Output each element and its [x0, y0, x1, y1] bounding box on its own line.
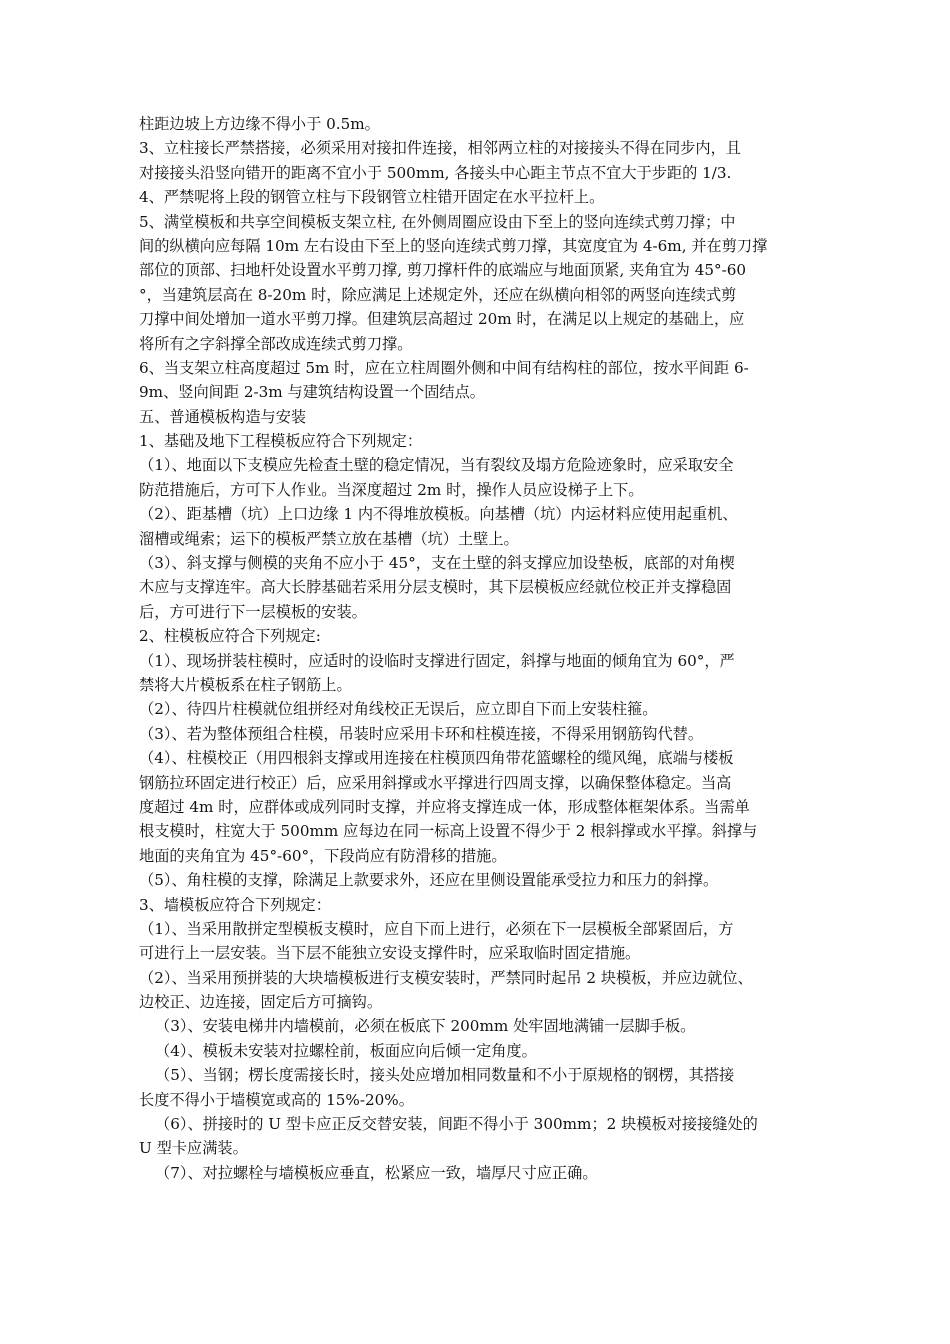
text-line: （6）、拼接时的 U 型卡应正反交替安装，间距不得小于 300mm；2 块模板对接接缝处的: [155, 1115, 758, 1134]
text-line: °，当建筑层高在 8-20m 时，除应满足上述规定外，还应在纵横向相邻的两竖向连续式剪: [139, 285, 737, 304]
text-line: 根支模时，柱宽大于 500mm 应每边在同一标高上设置不得少于 2 根斜撑或水平撑。斜撑与: [139, 822, 758, 841]
text-line: （1）、当采用散拼定型模板支模时，应自下而上进行，必须在下一层模板全部紧固后，方: [139, 919, 734, 938]
section-heading: 五、普通模板构造与安装: [139, 407, 307, 426]
subsection-heading: 1、基础及地下工程模板应符合下列规定：: [139, 432, 423, 451]
text-line: 9m、竖向间距 2-3m 与建筑结构设置一个固结点。: [139, 383, 485, 402]
text-line: 禁将大片模板系在柱子钢筋上。: [139, 675, 352, 694]
text-line: 木应与支撑连牢。高大长脖基础若采用分层支模时，其下层模板应经就位校正并支撑稳固: [139, 578, 732, 597]
text-line: 3、立柱接长严禁搭接，必须采用对接扣件连接，相邻两立柱的对接接头不得在同步内，且: [139, 139, 741, 158]
subsection-heading: 3、墙模板应符合下列规定：: [139, 895, 331, 914]
text-line: 可进行上一层安装。当下层不能独立安设支撑件时，应采取临时固定措施。: [139, 944, 641, 963]
text-line: 部位的顶部、扫地杆处设置水平剪刀撑, 剪刀撑杆件的底端应与地面顶紧, 夹角宜为 45°-60: [139, 261, 747, 280]
text-line: 边校正、边连接，固定后方可摘钩。: [139, 993, 382, 1012]
text-line: （3）、若为整体预组合柱模，吊装时应采用卡环和柱模连接，不得采用钢筋钩代替。: [139, 724, 704, 743]
text-line: （5）、当钢；楞长度需接长时，接头处应增加相同数量和不小于原规格的钢楞，其搭接: [155, 1066, 735, 1085]
text-line: （2）、待四片柱模就位组拼经对角线校正无误后，应立即自下而上安装柱箍。: [139, 700, 658, 719]
text-line: 地面的夹角宜为 45°-60°，下段尚应有防滑移的措施。: [139, 846, 507, 865]
text-line: 间的纵横向应每隔 10m 左右设由下至上的竖向连续式剪刀撑，其宽度宜为 4-6m, 并在剪刀撑: [139, 236, 768, 255]
document-body: [139, 112, 819, 1185]
text-line: （3）、斜支撑与侧模的夹角不应小于 45°，支在土壁的斜支撑应加设垫板，底部的对角楔: [139, 554, 735, 573]
text-line: （4）、柱模校正（用四根斜支撑或用连接在柱模顶四角带花篮螺栓的缆风绳，底端与楼板: [139, 749, 734, 768]
text-line: （4）、模板未安装对拉螺栓前，板面应向后倾一定角度。: [155, 1041, 537, 1060]
text-line: （1）、现场拼装柱模时，应适时的设临时支撑进行固定，斜撑与地面的倾角宜为 60°，严: [139, 651, 735, 670]
text-line: 6、当支架立柱高度超过 5m 时，应在立柱周圈外侧和中间有结构柱的部位，按水平间距 6-: [139, 358, 749, 377]
text-line: 刀撑中间处增加一道水平剪刀撑。但建筑层高超过 20m 时，在满足以上规定的基础上，应: [139, 310, 745, 329]
text-line: （2）、距基槽（坑）上口边缘 1 内不得堆放模板。向基槽（坑）内运材料应使用起重机、: [139, 505, 738, 524]
text-line: 度超过 4m 时，应群体或成列同时支撑，并应将支撑连成一体，形成整体框架体系。当需单: [139, 797, 750, 816]
text-line: （5）、角柱模的支撑，除满足上款要求外，还应在里侧设置能承受拉力和压力的斜撑。: [139, 871, 719, 890]
text-line: 5、满堂模板和共享空间模板支架立柱, 在外侧周圈应设由下至上的竖向连续式剪刀撑；中: [139, 212, 736, 231]
subsection-heading: 2、柱模板应符合下列规定:: [139, 627, 321, 646]
text-line: 对接接头沿竖向错开的距离不宜小于 500mm, 各接头中心距主节点不宜大于步距的 1/3.: [139, 163, 732, 182]
text-line: 后，方可进行下一层模板的安装。: [139, 602, 367, 621]
text-line: 长度不得小于墙模宽或高的 15%-20%。: [139, 1090, 414, 1109]
text-line: 将所有之字斜撑全部改成连续式剪刀撑。: [139, 334, 413, 353]
text-line: 4、严禁呢将上段的钢管立柱与下段钢管立柱错开固定在水平拉杆上。: [139, 188, 605, 207]
text-line: （7）、对拉螺栓与墙模板应垂直，松紧应一致，墙厚尺寸应正确。: [155, 1163, 598, 1182]
text-line: 钢筋拉环固定进行校正）后，应采用斜撑或水平撑进行四周支撑，以确保整体稳定。当高: [139, 773, 732, 792]
text-line: U 型卡应满装。: [139, 1139, 248, 1158]
text-line: （2）、当采用预拼装的大块墙模板进行支模安装时，严禁同时起吊 2 块模板，并应边就位、: [139, 968, 753, 987]
text-line: （3）、安装电梯井内墙模前，必须在板底下 200mm 处牢固地满铺一层脚手板。: [155, 1017, 696, 1036]
text-line: 溜槽或绳索；运下的模板严禁立放在基槽（坑）土壁上。: [139, 529, 519, 548]
text-line: 柱距边坡上方边缘不得小于 0.5m。: [139, 115, 380, 133]
text-line: 防范措施后，方可下人作业。当深度超过 2m 时，操作人员应设梯子上下。: [139, 480, 644, 499]
text-line: （1）、地面以下支模应先检查土壁的稳定情况，当有裂纹及塌方危险迹象时，应采取安全: [139, 456, 734, 475]
